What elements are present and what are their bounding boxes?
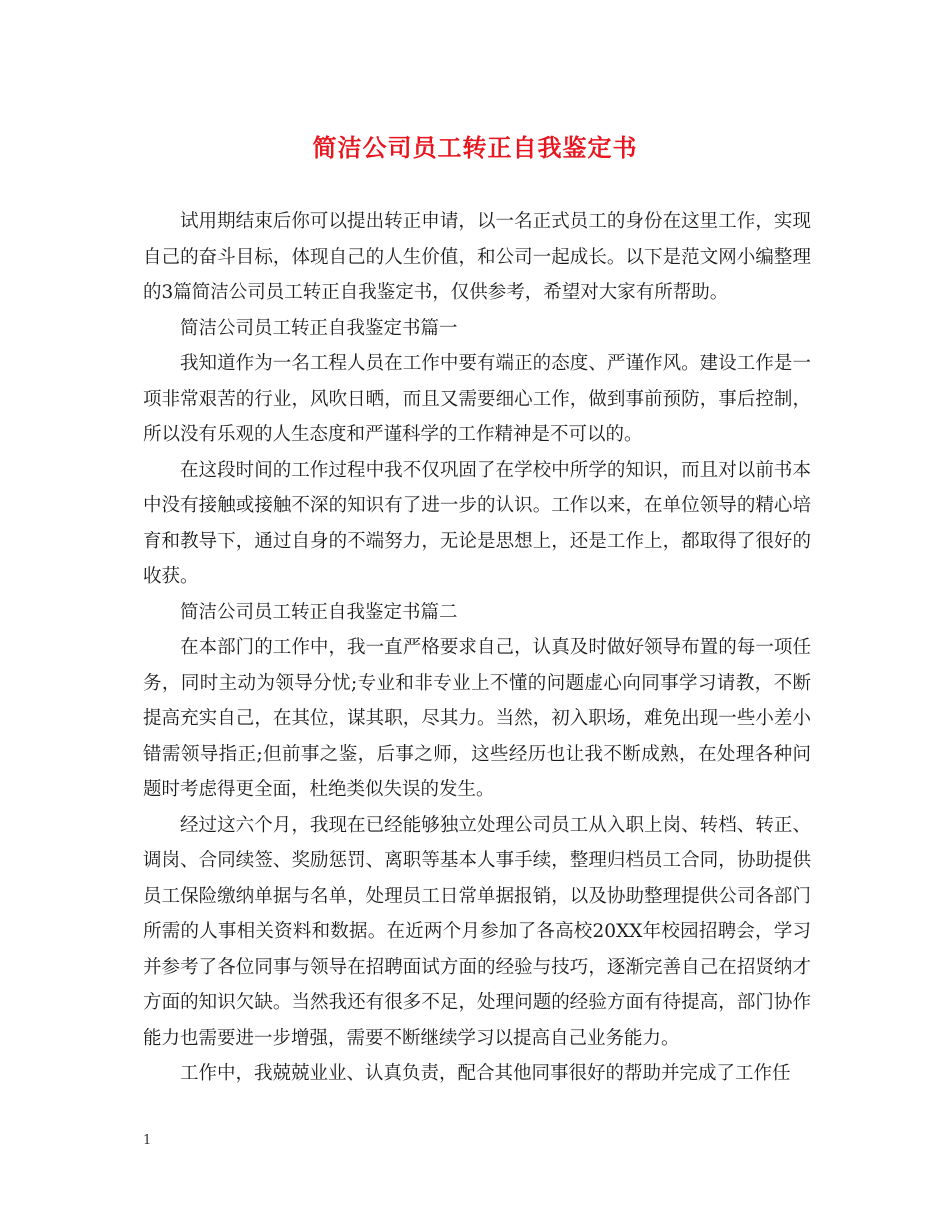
paragraph: 经过这六个月，我现在已经能够独立处理公司员工从入职上岗、转档、转正、调岗、合同续签、奖励惩罚、离职等基本人事手续，整理归档员工合同，协助提供员工保险缴纳单据与名单，处理员工日常单据报销，以及协助整理提供公司各部门所需的人事相关资料和数据。在近两个月参加了各高校20XX年校园招聘会，学习并参考了各位同事与领导在招聘面试方面的经验与技巧，逐渐完善自己在招贤纳才方面的知识欠缺。当然我还有很多不足，处理问题的经验方面有待提高，部门协作能力也需要进一步增强，需要不断继续学习以提高自己业务能力。 — [143, 814, 811, 1049]
document-title: 简洁公司员工转正自我鉴定书 — [312, 133, 638, 162]
section-heading-one: 简洁公司员工转正自我鉴定书篇一 — [180, 317, 458, 339]
page-number: 1 — [143, 1133, 152, 1148]
paragraph-intro: 试用期结束后你可以提出转正申请，以一名正式员工的身份在这里工作，实现自己的奋斗目标，体现自己的人生价值，和公司一起成长。以下是范文网小编整理的3篇简洁公司员工转正自我鉴定书，仅供参考，希望对大家有所帮助。 — [143, 211, 811, 303]
section-heading-two: 简洁公司员工转正自我鉴定书篇二 — [180, 601, 458, 623]
paragraph: 我知道作为一名工程人员在工作中要有端正的态度、严谨作风。建设工作是一项非常艰苦的行业，风吹日晒，而且又需要细心工作，做到事前预防，事后控制，所以没有乐观的人生态度和严谨科学的工作精神是不可以的。 — [143, 353, 811, 445]
paragraph: 在本部门的工作中，我一直严格要求自己，认真及时做好领导布置的每一项任务，同时主动为领导分忧;专业和非专业上不懂的问题虚心向同事学习请教，不断提高充实自己，在其位，谋其职，尽其力。当然，初入职场，难免出现一些小差小错需领导指正;但前事之鉴，后事之师，这些经历也让我不断成熟，在处理各种问题时考虑得更全面，杜绝类似失误的发生。 — [143, 637, 811, 800]
paragraph: 工作中，我兢兢业业、认真负责，配合其他同事很好的帮助并完成了工作任 — [180, 1063, 791, 1084]
document-body — [143, 204, 811, 1092]
paragraph: 在这段时间的工作过程中我不仅巩固了在学校中所学的知识，而且对以前书本中没有接触或接触不深的知识有了进一步的认识。工作以来，在单位领导的精心培育和教导下，通过自身的不端努力，无论是思想上，还是工作上，都取得了很好的收获。 — [143, 459, 811, 587]
